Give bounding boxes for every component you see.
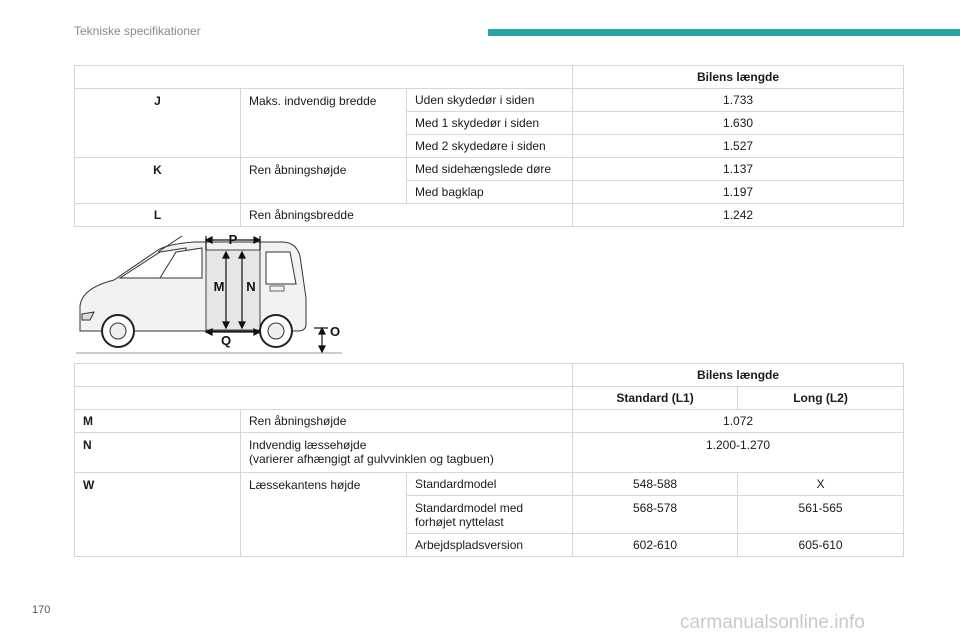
van-dimension-diagram [74, 228, 344, 356]
row-value-l1: 548-588 [573, 473, 738, 496]
row-value: 1.137 [573, 158, 904, 181]
spec-table-2 [74, 363, 904, 557]
table-row [75, 66, 904, 89]
row-label: Læssekantens højde [241, 473, 407, 557]
row-value-l1: 602-610 [573, 534, 738, 557]
table-row [75, 89, 904, 112]
row-sublabel: Med sidehængslede døre [407, 158, 573, 181]
empty-header-cell [75, 66, 573, 89]
row-sublabel [407, 496, 573, 534]
row-sublabel: Arbejdspladsversion [407, 534, 573, 557]
row-value: 1.527 [573, 135, 904, 158]
table-row [75, 387, 904, 410]
row-code: K [75, 158, 241, 204]
row-label-line: Indvendig læssehøjde [249, 438, 367, 452]
row-label: Ren åbningshøjde [241, 410, 573, 433]
label-m: M [213, 279, 225, 294]
row-sublabel: Med 2 skydedøre i siden [407, 135, 573, 158]
row-label [241, 433, 573, 473]
column-header-l2: Long (L2) [738, 387, 904, 410]
table-row [75, 364, 904, 387]
row-sublabel: Standardmodel [407, 473, 573, 496]
label-q: Q [220, 333, 232, 348]
row-sublabel: Med 1 skydedør i siden [407, 112, 573, 135]
page-number: 170 [32, 604, 51, 616]
row-value: 1.630 [573, 112, 904, 135]
row-code: M [75, 410, 241, 433]
row-label: Maks. indvendig bredde [241, 89, 407, 158]
row-value: 1.197 [573, 181, 904, 204]
watermark: carmanualsonline.info [680, 612, 865, 633]
label-o: O [330, 324, 341, 339]
row-code: W [75, 473, 241, 557]
row-sublabel-line: Standardmodel med [415, 501, 524, 515]
empty-header-cell [75, 387, 573, 410]
row-value-l2: 561-565 [738, 496, 904, 534]
column-header-l1: Standard (L1) [573, 387, 738, 410]
column-header: Bilens længde [573, 66, 904, 89]
table-row [75, 410, 904, 433]
label-n: N [246, 279, 256, 294]
empty-header-cell [75, 364, 573, 387]
row-value: 1.733 [573, 89, 904, 112]
row-label: Ren åbningshøjde [241, 158, 407, 204]
accent-bar [488, 29, 960, 36]
row-code: L [75, 204, 241, 227]
row-value-l1: 568-578 [573, 496, 738, 534]
section-title: Tekniske specifikationer [74, 24, 201, 38]
row-value-l2: X [738, 473, 904, 496]
table-row [75, 473, 904, 496]
row-value: 1.242 [573, 204, 904, 227]
row-label-line: (varierer afhængigt af gulvvinklen og tagbuen) [249, 452, 494, 466]
spec-table-1 [74, 65, 904, 227]
row-sublabel-line: forhøjet nyttelast [415, 515, 504, 529]
row-sublabel: Uden skydedør i siden [407, 89, 573, 112]
label-p: P [228, 232, 238, 247]
table-row [75, 204, 904, 227]
row-label: Ren åbningsbredde [241, 204, 573, 227]
row-code: J [75, 89, 241, 158]
table-row [75, 433, 904, 473]
table-row [75, 158, 904, 181]
row-code: N [75, 433, 241, 473]
column-header: Bilens længde [573, 364, 904, 387]
row-value-l2: 605-610 [738, 534, 904, 557]
row-value: 1.072 [573, 410, 904, 433]
row-sublabel: Med bagklap [407, 181, 573, 204]
row-value: 1.200-1.270 [573, 433, 904, 473]
